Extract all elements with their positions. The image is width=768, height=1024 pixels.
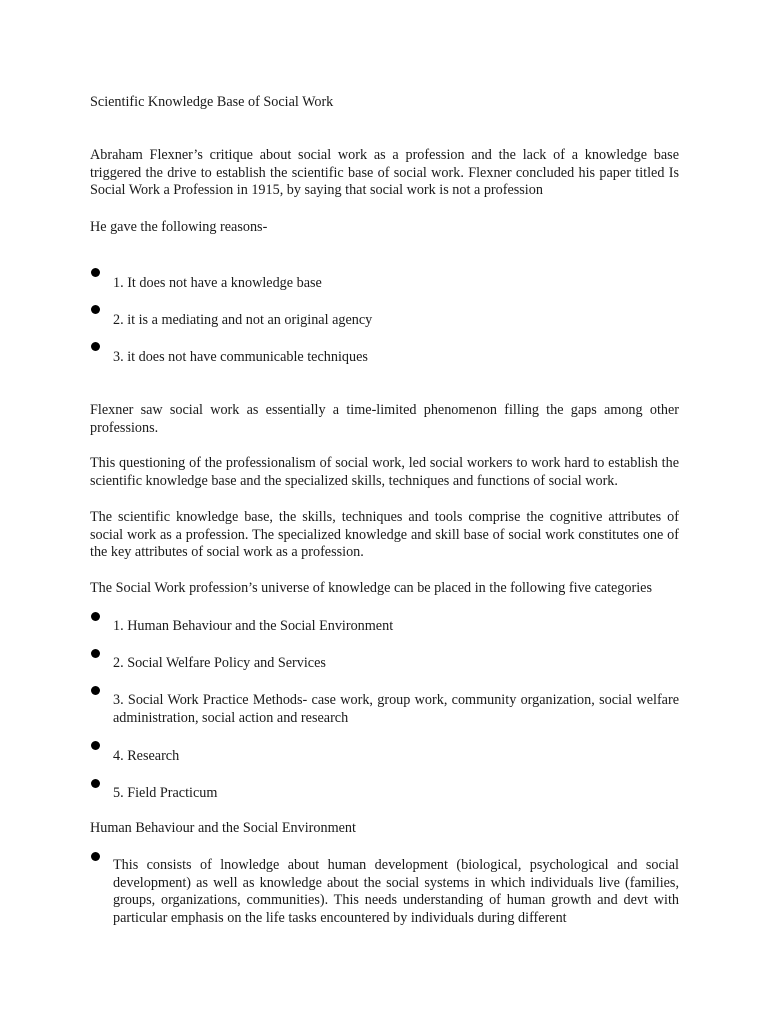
reasons-intro: He gave the following reasons- <box>90 219 268 235</box>
bullet-icon <box>91 305 100 314</box>
bullet-icon <box>91 852 100 861</box>
bullet-icon <box>91 649 100 658</box>
document-title: Scientific Knowledge Base of Social Work <box>90 94 334 110</box>
category-item-text: 3. Social Work Practice Methods- case work, group work, community organization, social welfare administration, social action and research <box>113 692 679 726</box>
category-item-text: 5. Field Practicum <box>113 785 218 801</box>
section-bullet-text: This consists of lnowledge about human development (biological, psychological and social development) as well as knowledge about the social systems in which individuals live (families, groups, organizations, communities). This needs understanding of human growth and devt with particular emphasis on the life tasks encountered by individuals during different <box>113 857 679 926</box>
category-item-text: 4. Research <box>113 748 180 764</box>
bullet-icon <box>91 779 100 788</box>
bullet-icon <box>91 686 100 695</box>
bullet-icon <box>91 268 100 277</box>
bullet-icon <box>91 612 100 621</box>
bullet-icon <box>91 741 100 750</box>
bullet-icon <box>91 342 100 351</box>
flexner-paragraph: Flexner saw social work as essentially a time-limited phenomenon filling the gaps among other professions. <box>90 402 679 436</box>
reason-item-text: 3. it does not have communicable techniques <box>113 349 368 365</box>
questioning-paragraph: This questioning of the professionalism of social work, led social workers to work hard to establish the scientific knowledge base and the specialized skills, techniques and functions of social work. <box>90 455 679 489</box>
categories-intro: The Social Work profession’s universe of knowledge can be placed in the following five categories <box>90 580 652 596</box>
section-heading: Human Behaviour and the Social Environment <box>90 820 356 836</box>
reason-item-text: 2. it is a mediating and not an original agency <box>113 312 373 328</box>
intro-paragraph: Abraham Flexner’s critique about social work as a profession and the lack of a knowledge base triggered the drive to establish the scientific base of social work. Flexner concluded his paper titled Is Social Work a Profession in 1915, by saying that social work is not a profession <box>90 147 679 198</box>
category-item-text: 2. Social Welfare Policy and Services <box>113 655 326 671</box>
category-item-text: 1. Human Behaviour and the Social Environment <box>113 618 394 634</box>
knowledge-paragraph: The scientific knowledge base, the skills, techniques and tools comprise the cognitive attributes of social work as a profession. The specialized knowledge and skill base of social work constitutes one of the key attributes of social work as a profession. <box>90 509 679 560</box>
reason-item-text: 1. It does not have a knowledge base <box>113 275 322 291</box>
